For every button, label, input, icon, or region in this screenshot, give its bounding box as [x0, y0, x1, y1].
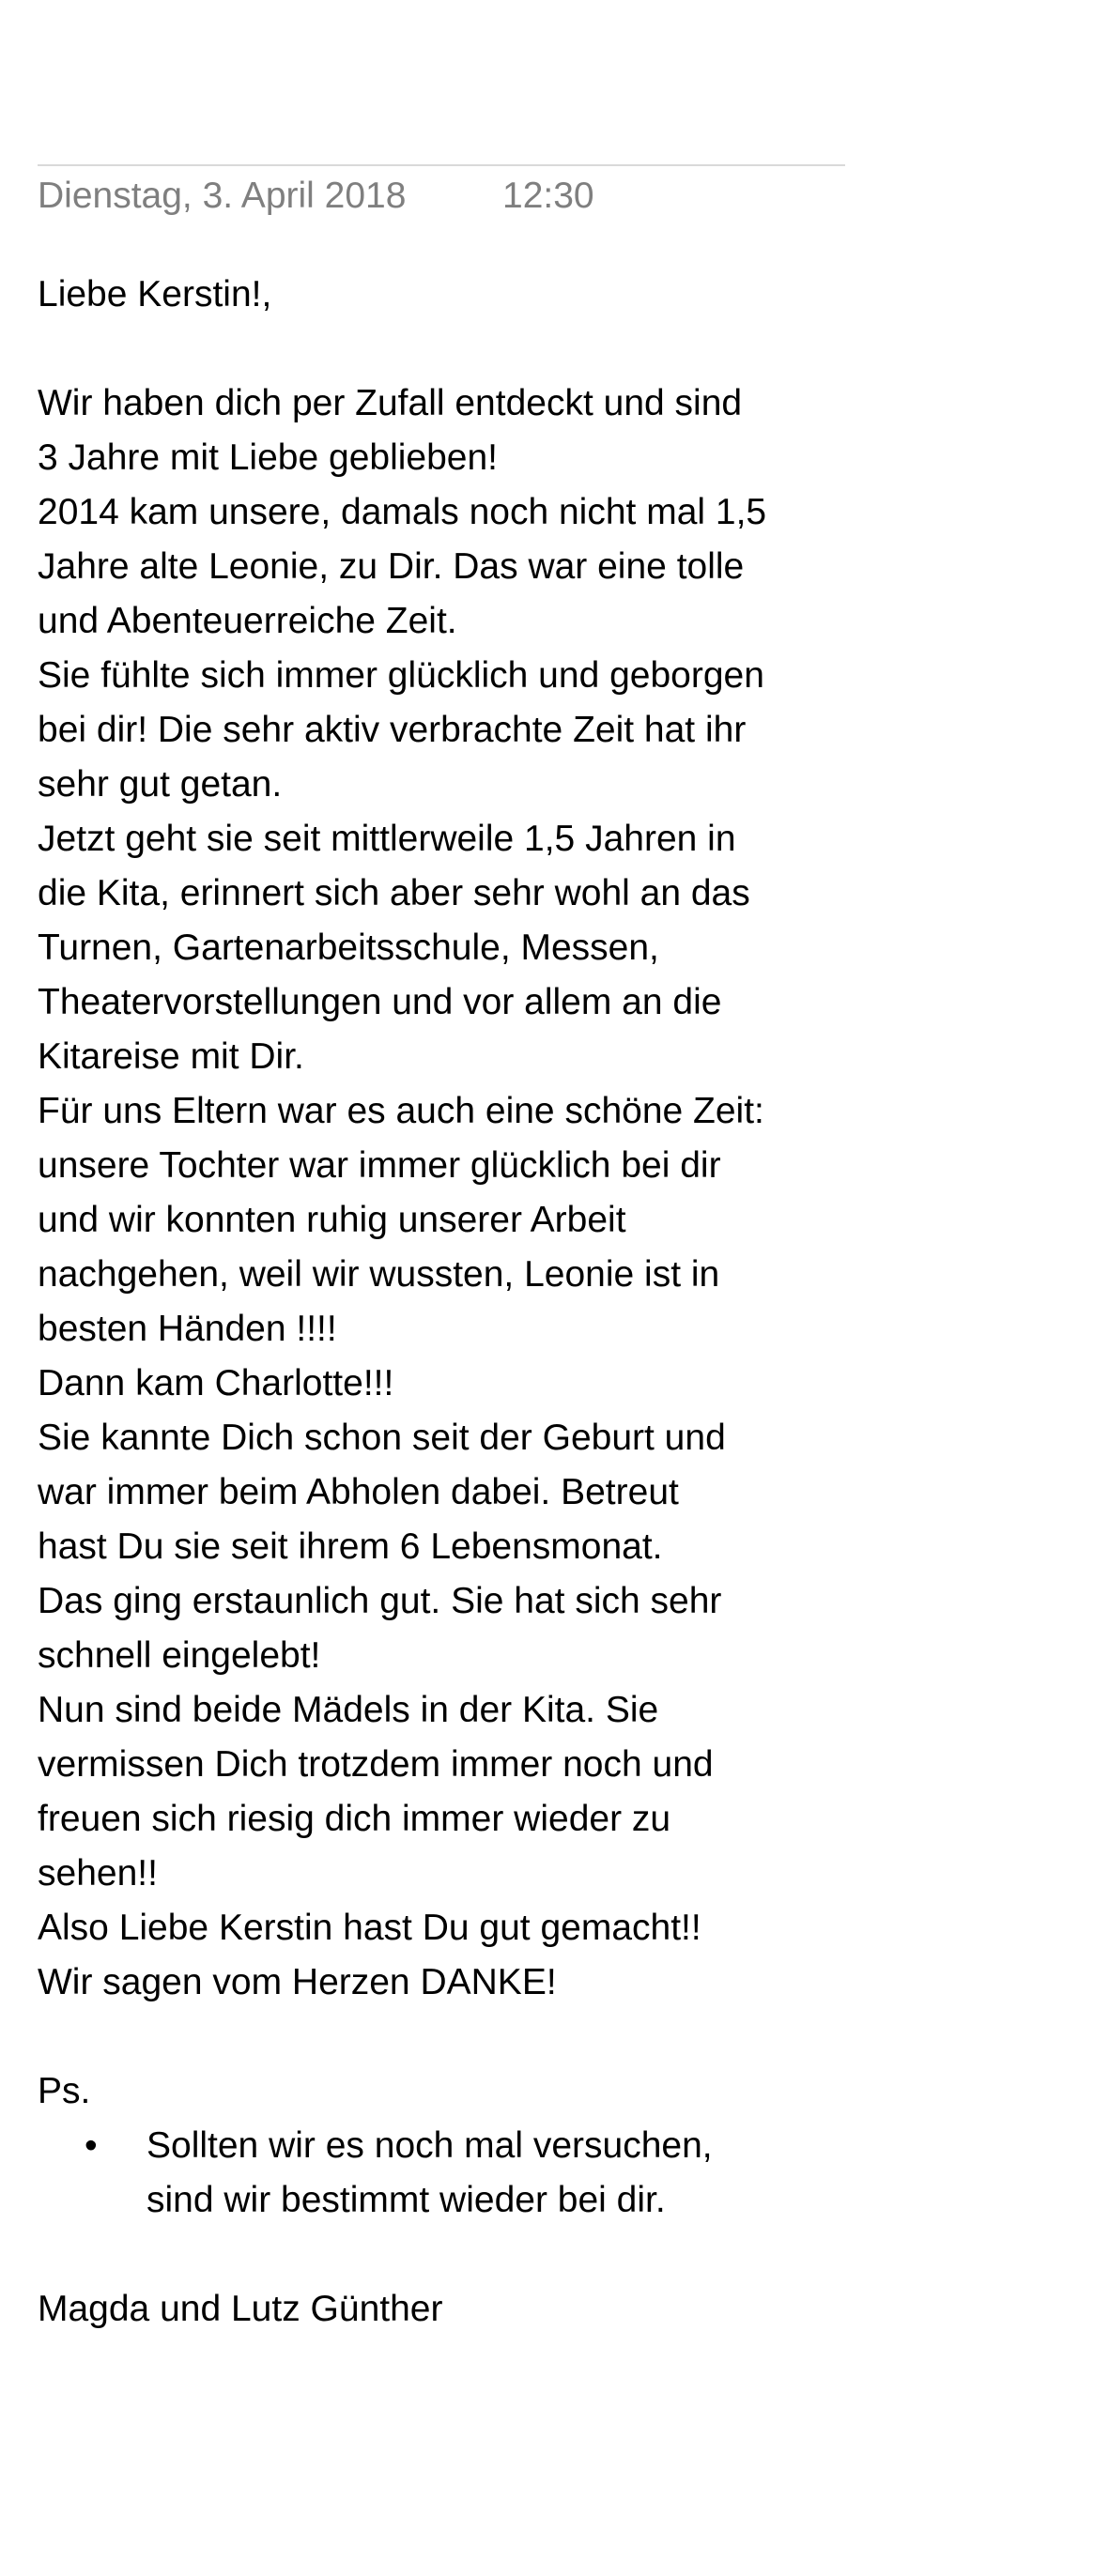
letter-line: nachgehen, weil wir wussten, Leonie ist in — [38, 1254, 720, 1295]
letter-line: Jetzt geht sie seit mittlerweile 1,5 Jahren in — [38, 819, 736, 859]
letter-line: Dann kam Charlotte!!! — [38, 1363, 394, 1403]
letter-line: Turnen, Gartenarbeitsschule, Messen, — [38, 928, 659, 968]
letter-line: Wir sagen vom Herzen DANKE! — [38, 1962, 557, 2002]
letter-line: Kitareise mit Dir. — [38, 1036, 304, 1077]
letter-line: besten Händen !!!! — [38, 1309, 337, 1349]
note-time: 12:30 — [502, 176, 594, 216]
letter-body[interactable] — [38, 268, 864, 2337]
letter-line: war immer beim Abholen dabei. Betreut — [38, 1472, 679, 1512]
letter-line: Sie kannte Dich schon seit der Geburt und — [38, 1418, 726, 1458]
letter-signature: Magda und Lutz Günther — [38, 2289, 443, 2329]
blank-line — [38, 322, 864, 376]
letter-line: die Kita, erinnert sich aber sehr wohl an das — [38, 873, 750, 913]
ps-bullet-item — [38, 2119, 864, 2228]
bullet-icon: • — [85, 2125, 98, 2166]
letter-line: 2014 kam unsere, damals noch nicht mal 1,5 — [38, 492, 767, 532]
letter-line: und Abenteuerreiche Zeit. — [38, 601, 457, 641]
ps-bullet-line: sind wir bestimmt wieder bei dir. — [146, 2180, 666, 2220]
letter-line: sehen!! — [38, 1853, 158, 1894]
letter-line: bei dir! Die sehr aktiv verbrachte Zeit hat ihr — [38, 710, 747, 750]
letter-line: Nun sind beide Mädels in der Kita. Sie — [38, 1690, 659, 1730]
letter-line: sehr gut getan. — [38, 764, 283, 805]
letter-line: unsere Tochter war immer glücklich bei dir — [38, 1145, 721, 1186]
blank-line — [38, 2010, 864, 2064]
letter-line: freuen sich riesig dich immer wieder zu — [38, 1799, 671, 1839]
header-divider — [38, 164, 845, 166]
letter-line: schnell eingelebt! — [38, 1635, 321, 1676]
note-header — [38, 169, 594, 223]
letter-line: Jahre alte Leonie, zu Dir. Das war eine tolle — [38, 546, 745, 587]
ps-label: Ps. — [38, 2071, 91, 2111]
letter-line: Für uns Eltern war es auch eine schöne Zeit: — [38, 1091, 764, 1131]
letter-line: Das ging erstaunlich gut. Sie hat sich sehr — [38, 1581, 722, 1621]
letter-salutation: Liebe Kerstin!, — [38, 274, 272, 314]
letter-line: Theatervorstellungen und vor allem an die — [38, 982, 722, 1022]
blank-line — [38, 2228, 864, 2282]
letter-line: vermissen Dich trotzdem immer noch und — [38, 1744, 714, 1785]
letter-line: und wir konnten ruhig unserer Arbeit — [38, 1200, 626, 1240]
letter-line: hast Du sie seit ihrem 6 Lebensmonat. — [38, 1526, 663, 1567]
letter-line: 3 Jahre mit Liebe geblieben! — [38, 437, 498, 478]
note-date: Dienstag, 3. April 2018 — [38, 176, 407, 216]
letter-line: Wir haben dich per Zufall entdeckt und sind — [38, 383, 743, 423]
letter-line: Also Liebe Kerstin hast Du gut gemacht!! — [38, 1908, 701, 1948]
letter-line: Sie fühlte sich immer glücklich und geborgen — [38, 655, 764, 696]
ps-bullet-line: Sollten wir es noch mal versuchen, — [146, 2125, 713, 2166]
